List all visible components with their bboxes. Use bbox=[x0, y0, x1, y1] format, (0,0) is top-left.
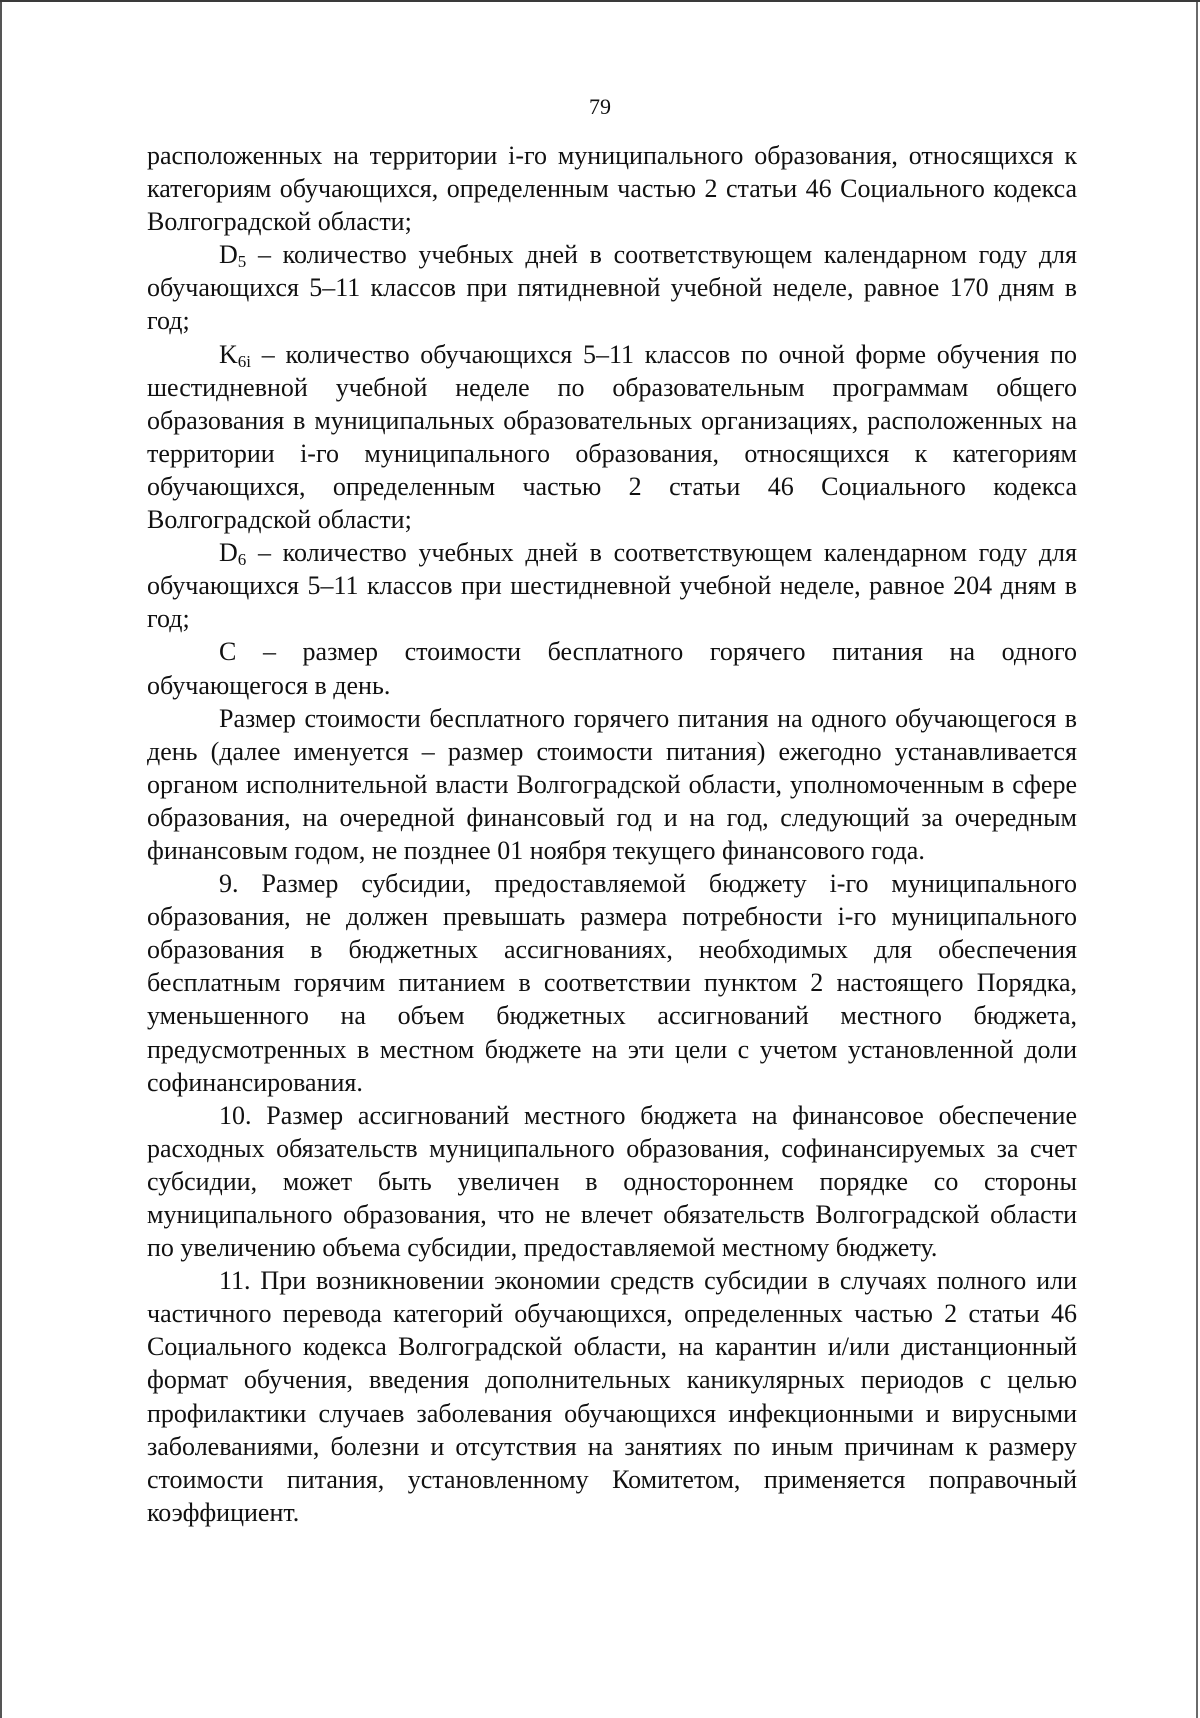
scan-edge-left bbox=[0, 2, 2, 1718]
paragraph-text: С – размер стоимости бесплатного горячего питания на одного обучающегося в день. bbox=[147, 637, 1077, 700]
paragraph-continuation bbox=[147, 139, 1077, 238]
paragraph-definition-d6 bbox=[147, 536, 1077, 635]
paragraph-item-10 bbox=[147, 1099, 1077, 1264]
paragraph-text: – количество учебных дней в соответствующем календарном году для обучающихся 5–11 классов при шестидневной учебной неделе, равное 204 дням в год; bbox=[147, 538, 1077, 634]
paragraph-text: расположенных на территории i-го муниципального образования, относящихся к категориям обучающихся, определенным частью 2 статьи 46 Социального кодекса Волгоградской области; bbox=[147, 141, 1077, 237]
symbol-subscript: 6i bbox=[237, 351, 252, 371]
symbol-subscript: 5 bbox=[237, 252, 247, 272]
paragraph-item-11 bbox=[147, 1264, 1077, 1529]
paragraph-text: 11. При возникновении экономии средств субсидии в случаях полного или частичного перевода категорий обучающихся, определенных частью 2 статьи 46 Социального кодекса Волгоградской области, на карантин и/или дистанционный формат обучения, введения дополнительных каникулярных периодов с целью профилактики случаев заболевания обучающихся инфекционными и вирусными заболеваниями, болезни и отсутствия на занятиях по иным причинам к размеру стоимости питания, установленному Комитетом, применяется поправочный коэффициент. bbox=[147, 1266, 1077, 1527]
scan-edge-right bbox=[1196, 2, 1198, 1718]
variable-symbol-d5 bbox=[219, 240, 247, 272]
paragraph-definition-k6i bbox=[147, 338, 1077, 537]
variable-symbol-k6i bbox=[219, 340, 251, 369]
symbol-letter: D bbox=[219, 240, 238, 270]
paragraph-item-9 bbox=[147, 867, 1077, 1099]
paragraph-text: 10. Размер ассигнований местного бюджета на финансовое обеспечение расходных обязательств муниципального образования, софинансируемых за счет субсидии, может быть увеличен в одностороннем порядке со стороны муниципального образования, что не влечет обязательств Волгоградской области по увеличению объема субсидии, предоставляемой местному бюджету. bbox=[147, 1100, 1077, 1263]
paragraph-text: – количество учебных дней в соответствующем календарном году для обучающихся 5–11 классов при пятидневной учебной неделе, равное 170 дням в год; bbox=[147, 240, 1077, 336]
symbol-subscript: 6 bbox=[237, 550, 247, 570]
paragraph-definition-d5 bbox=[147, 238, 1077, 337]
symbol-letter: D bbox=[219, 538, 238, 568]
paragraph-text: – количество обучающихся 5–11 классов по очной форме обучения по шестидневной учебной неделе по образовательным программам общего образования в муниципальных образовательных организациях, расположенных на территории i-го муниципального образования, относящихся к категориям обучающихся, определенным частью 2 статьи 46 Социального кодекса Волгоградской области; bbox=[147, 339, 1077, 535]
variable-symbol-d6 bbox=[219, 538, 247, 570]
page-number: 79 bbox=[589, 94, 611, 119]
paragraph-meal-cost bbox=[147, 702, 1077, 867]
symbol-letter: K bbox=[219, 339, 238, 369]
paragraph-text: 9. Размер субсидии, предоставляемой бюджету i-го муниципального образования, не должен превышать размера потребности i-го муниципального образования в бюджетных ассигнованиях, необходимых для обеспечения бесплатным горячим питанием в соответствии пунктом 2 настоящего Порядка, уменьшенного на объем бюджетных ассигнований местного бюджета, предусмотренных в местном бюджете на эти цели с учетом установленной доли софинансирования. bbox=[147, 869, 1077, 1097]
document-body bbox=[147, 139, 1077, 1529]
paragraph-text: Размер стоимости бесплатного горячего питания на одного обучающегося в день (далее именуется – размер стоимости питания) ежегодно устанавливается органом исполнительной власти Волгоградской области, уполномоченным в сфере образования, на очередной финансовый год и на год, следующий за очередным финансовым годом, не позднее 01 ноября текущего финансового года. bbox=[147, 703, 1077, 865]
paragraph-definition-c bbox=[147, 635, 1077, 701]
